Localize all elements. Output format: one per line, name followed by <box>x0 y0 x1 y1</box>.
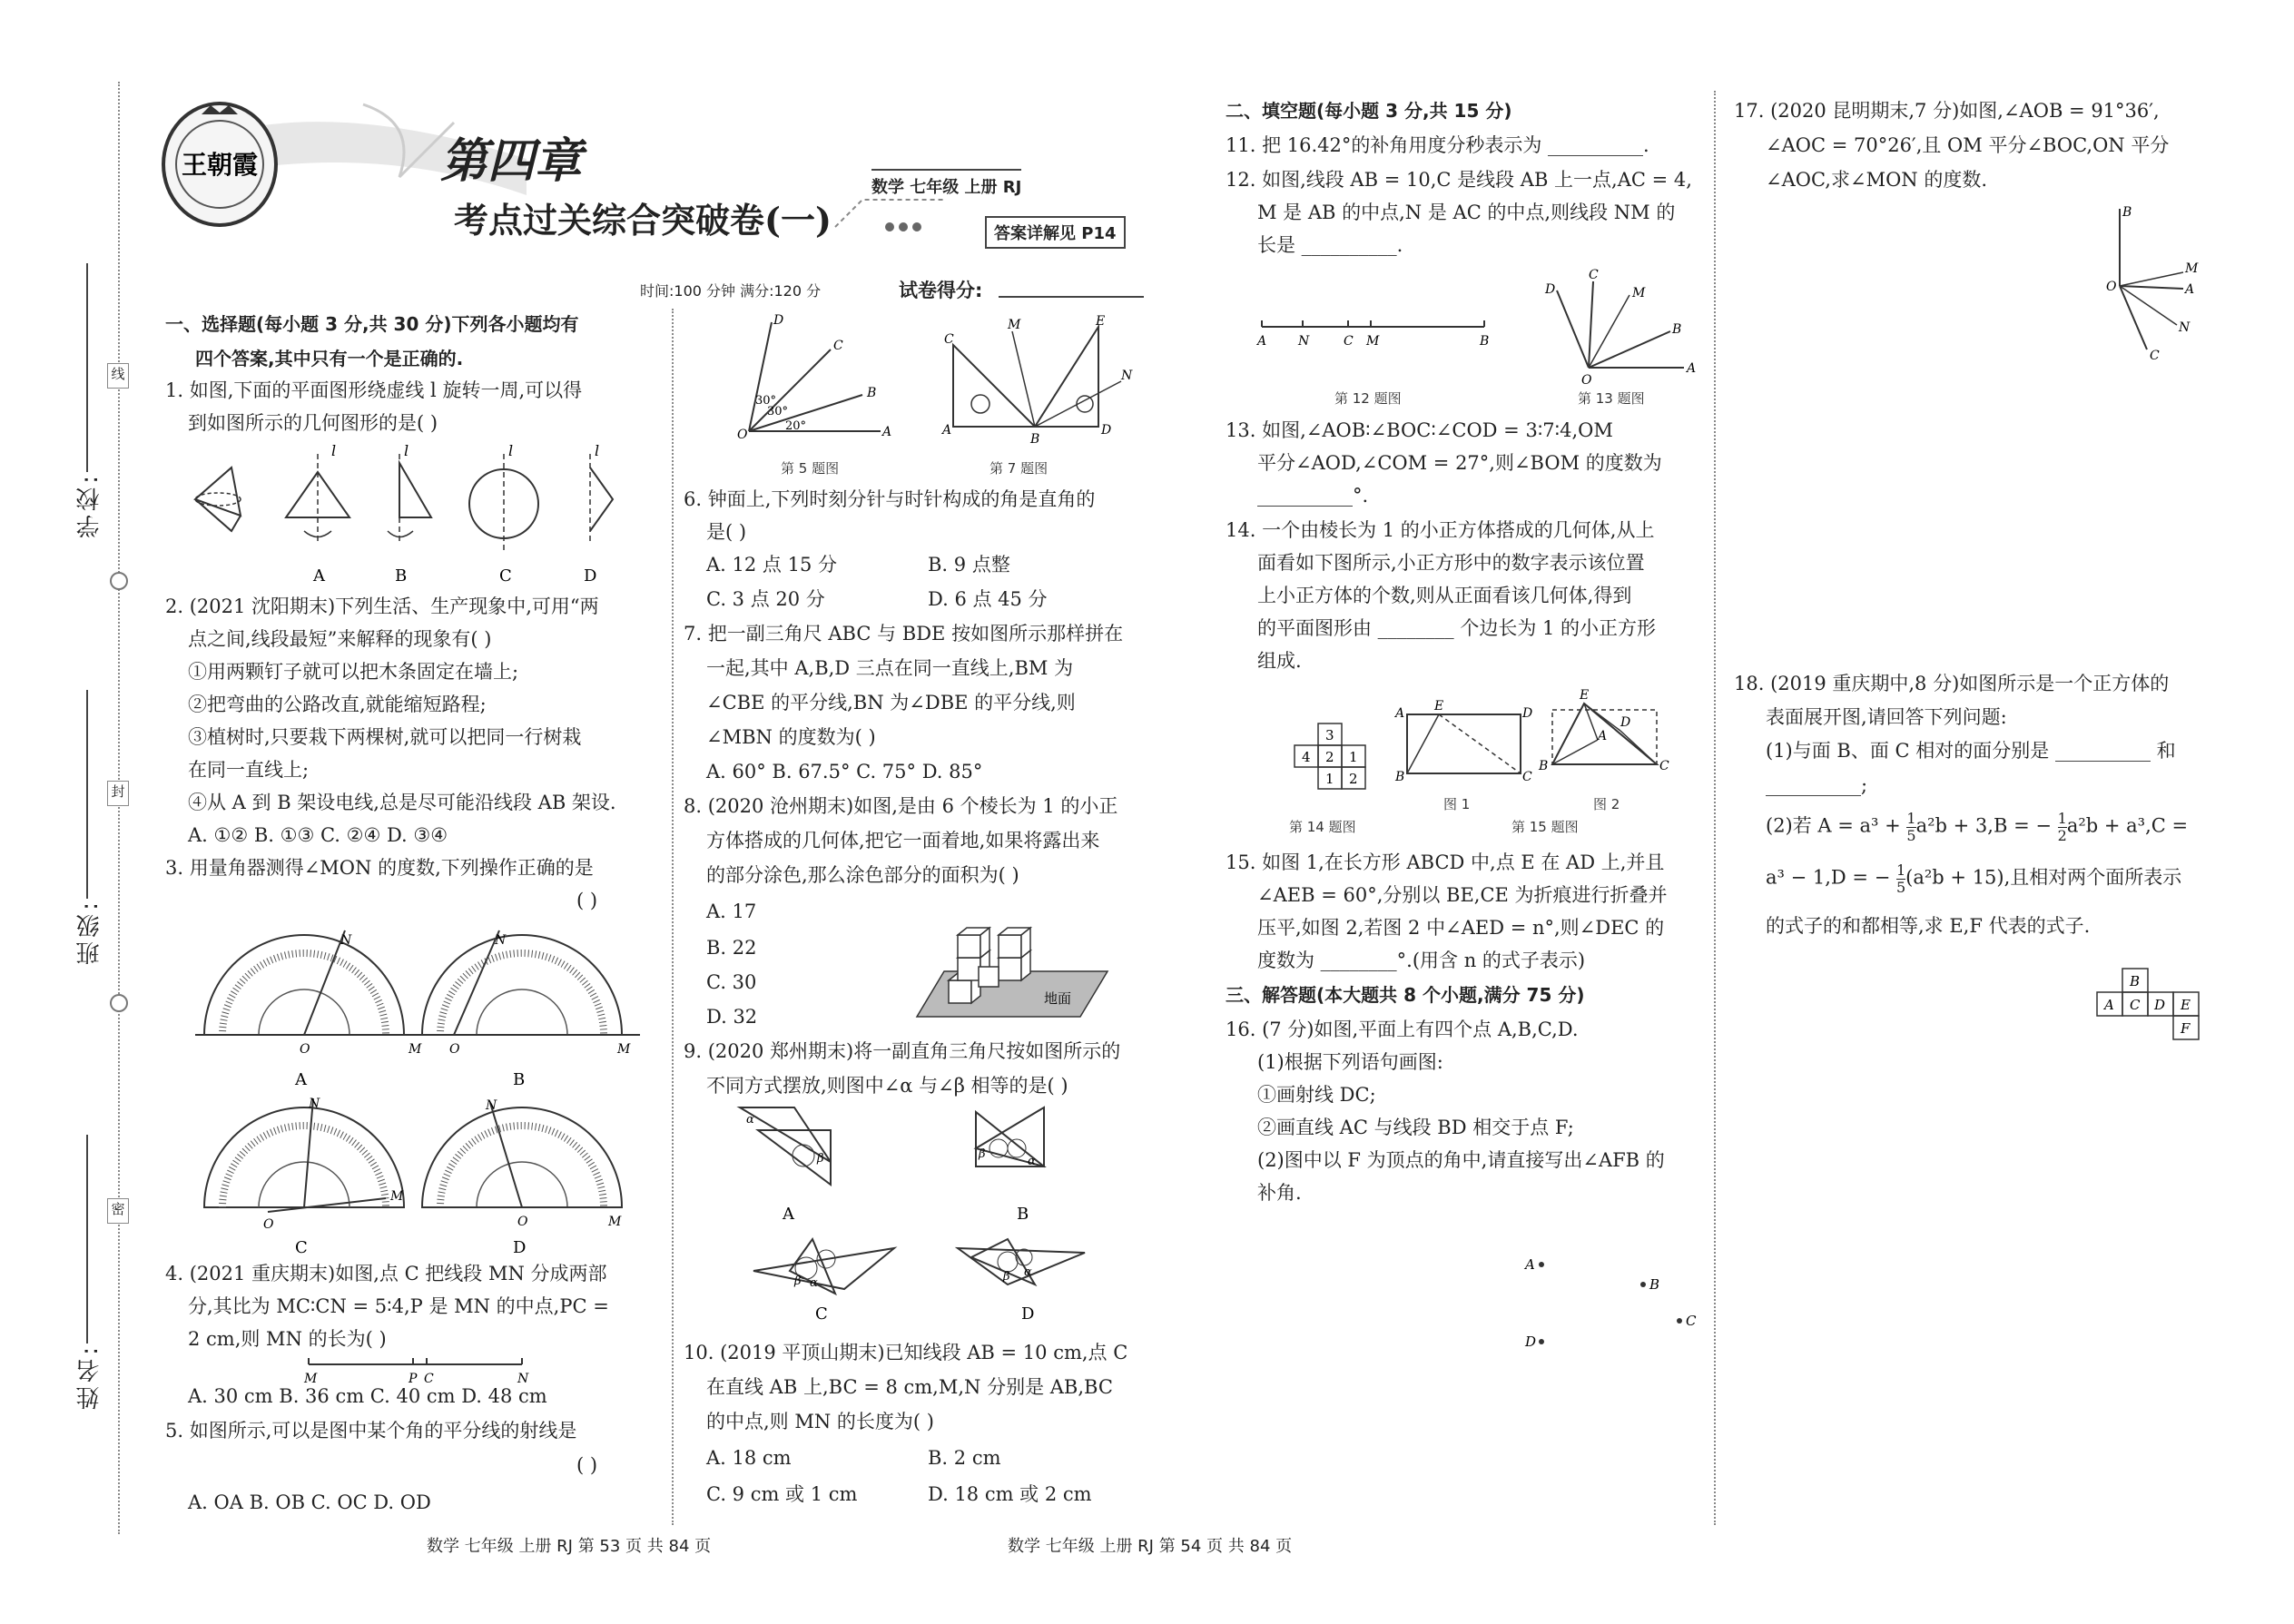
svg-text:M: M <box>617 1042 631 1057</box>
q6-opt-c: C. 3 点 20 分 <box>706 588 825 610</box>
q14-line2: 面看如下图所示,小正方形中的数字表示该位置 <box>1257 552 1645 574</box>
q10-line1: 10. (2019 平顶山期末)已知线段 AB = 10 cm,点 C <box>684 1342 1128 1363</box>
column-divider-1 <box>672 309 674 1525</box>
q8-figure <box>908 926 1117 1026</box>
q10-opt-b: B. 2 cm <box>928 1447 1001 1469</box>
svg-text:N: N <box>1121 369 1133 383</box>
q16-line4: ②画直线 AC 与线段 BD 相交于点 F; <box>1257 1117 1574 1138</box>
q14-grid <box>1289 722 1380 794</box>
svg-text:O: O <box>263 1217 274 1232</box>
q6-line2: 是( ) <box>706 521 747 543</box>
q16-line6: 补角. <box>1257 1182 1302 1204</box>
svg-text:B: B <box>867 386 877 400</box>
fig13-caption: 第 13 题图 <box>1578 390 1645 407</box>
q7-figure <box>940 314 1139 454</box>
svg-text:2: 2 <box>1349 771 1358 787</box>
q18-line3: (1)与面 B、面 C 相对的面分别是 __________ 和 <box>1766 740 2176 762</box>
q5-line2: ( ) <box>576 1454 598 1476</box>
q4-line1: 4. (2021 重庆期末)如图,点 C 把线段 MN 分成两部 <box>165 1263 607 1284</box>
svg-text:M: M <box>304 1372 318 1386</box>
q18-line6: a³ − 1,D = − $\frac{1}{5}$ (a²b + 15),且相对两个面所表示 <box>1766 861 2182 896</box>
q12-line3: 长是 __________. <box>1257 234 1403 256</box>
q7-line1: 7. 把一副三角尺 ABC 与 BDE 按如图所示那样拼在 <box>684 623 1124 645</box>
svg-text:C: C <box>424 1372 434 1386</box>
svg-text:C: C <box>2150 349 2160 363</box>
q16-line1: 16. (7 分)如图,平面上有四个点 A,B,C,D. <box>1226 1019 1579 1040</box>
svg-text:A: A <box>2185 282 2195 297</box>
svg-text:β: β <box>794 1275 802 1288</box>
q2-line2: 点之间,线段最短”来解释的现象有( ) <box>188 628 492 650</box>
q1-line2: 到如图所示的几何图形的是( ) <box>188 412 438 434</box>
q4-line2: 分,其比为 MC∶CN = 5∶4,P 是 MN 的中点,PC = <box>188 1295 609 1317</box>
q8-line1: 8. (2020 沧州期末)如图,是由 6 个棱长为 1 的小正 <box>684 795 1118 817</box>
svg-text:O: O <box>1581 373 1592 388</box>
score-blank[interactable] <box>999 296 1144 298</box>
brand-logo <box>162 102 278 227</box>
svg-text:O: O <box>2106 280 2117 294</box>
svg-text:N: N <box>340 933 352 948</box>
svg-text:A: A <box>1598 729 1608 743</box>
section1-title-1: 一、选择题(每小题 3 分,共 30 分)下列各小题均有 <box>165 313 579 335</box>
svg-text:A: A <box>2104 997 2114 1013</box>
svg-text:N: N <box>309 1097 320 1111</box>
svg-text:β: β <box>817 1152 824 1166</box>
svg-text:B: B <box>2130 973 2141 989</box>
q3-line2: ( ) <box>576 890 598 911</box>
svg-text:D: D <box>1620 715 1631 730</box>
svg-text:M: M <box>1008 318 1021 332</box>
section1-title-2: 四个答案,其中只有一个是正确的. <box>195 348 464 369</box>
svg-text:l: l <box>508 442 514 459</box>
svg-text:D: D <box>1525 1334 1537 1350</box>
svg-text:α: α <box>746 1113 754 1127</box>
q13-line3: __________°. <box>1257 485 1369 507</box>
svg-text:α: α <box>1024 1265 1032 1279</box>
q9-line2: 不同方式摆放,则图中∠α 与∠β 相等的是( ) <box>706 1075 1068 1097</box>
binding-mark-1: 线 <box>107 363 129 389</box>
svg-text:B: B <box>1030 432 1040 447</box>
q16-line5: (2)图中以 F 为顶点的角中,请直接写出∠AFB 的 <box>1257 1149 1665 1171</box>
svg-text:M: M <box>608 1215 622 1229</box>
svg-text:B: B <box>2122 205 2132 220</box>
svg-text:1: 1 <box>1325 771 1334 787</box>
svg-text:l: l <box>404 442 409 459</box>
q15-line1: 15. 如图 1,在长方形 ABCD 中,点 E 在 AD 上,并且 <box>1226 851 1665 873</box>
svg-text:D: D <box>1522 706 1533 721</box>
q1-l-label: l <box>331 442 337 459</box>
q16-line3: ①画射线 DC; <box>1257 1084 1376 1106</box>
q18-line4: __________; <box>1766 774 1868 796</box>
q4-options: A. 30 cm B. 36 cm C. 40 cm D. 48 cm <box>188 1385 547 1407</box>
fig14-caption: 第 14 题图 <box>1289 819 1356 835</box>
svg-text:D: D <box>773 313 784 328</box>
q17-line1: 17. (2020 昆明期末,7 分)如图,∠AOB = 91°36′, <box>1734 100 2160 122</box>
q1-opt-b: B <box>395 566 408 586</box>
q8-opt-d: D. 32 <box>706 1006 758 1028</box>
svg-text:20°: 20° <box>785 419 807 433</box>
q13-line2: 平分∠AOD,∠COM = 27°,则∠BOM 的度数为 <box>1257 452 1662 474</box>
q13-figure <box>1534 268 1716 386</box>
svg-text:A: A <box>882 425 892 439</box>
q15-line4: 度数为 ________°.(用含 n 的式子表示) <box>1257 950 1586 971</box>
svg-text:E: E <box>1096 314 1106 329</box>
svg-text:E: E <box>2181 997 2191 1013</box>
fig12-caption: 第 12 题图 <box>1334 390 1402 407</box>
q3-opt-c: C <box>295 1238 308 1257</box>
q6-opt-a: A. 12 点 15 分 <box>706 554 837 576</box>
svg-text:E: E <box>1580 688 1590 703</box>
q16-figure <box>1516 1253 1698 1353</box>
svg-text:α: α <box>1028 1155 1036 1168</box>
svg-text:N: N <box>2179 320 2191 335</box>
time-score: 时间:100 分钟 满分:120 分 <box>640 282 822 300</box>
q3-opt-a: A <box>295 1070 307 1089</box>
q17-line2: ∠AOC = 70°26′,且 OM 平分∠BOC,ON 平分 <box>1766 134 2170 156</box>
q1-figure <box>177 442 649 590</box>
q1-opt-a: A <box>313 566 325 586</box>
q17-figure <box>2097 200 2206 363</box>
svg-text:2: 2 <box>1325 749 1334 765</box>
svg-text:N: N <box>1298 334 1310 349</box>
svg-text:30°: 30° <box>767 405 789 418</box>
svg-text:王朝霞: 王朝霞 <box>181 150 259 180</box>
q12-line1: 12. 如图,线段 AB = 10,C 是线段 AB 上一点,AC = 4, <box>1226 169 1692 191</box>
q2-line5: ③植树时,只要栽下两棵树,就可以把同一行树栽 <box>188 726 582 748</box>
svg-text:B: B <box>1672 322 1682 337</box>
svg-text:C: C <box>2130 997 2141 1013</box>
q12-figure <box>1257 313 1493 359</box>
svg-text:l: l <box>595 442 600 459</box>
q18-line1: 18. (2019 重庆期中,8 分)如图所示是一个正方体的 <box>1734 673 2170 694</box>
q6-opt-d: D. 6 点 45 分 <box>928 588 1048 610</box>
svg-text:β: β <box>1003 1270 1010 1284</box>
q9-figure <box>735 1103 1098 1324</box>
footer-left: 数学 七年级 上册 RJ 第 53 页 共 84 页 <box>427 1537 712 1556</box>
svg-text:O: O <box>517 1215 528 1229</box>
q2-line3: ①用两颗钉子就可以把木条固定在墙上; <box>188 661 519 683</box>
svg-text:C: C <box>1686 1313 1697 1329</box>
q1-opt-c: C <box>499 566 512 586</box>
svg-text:M: M <box>390 1189 404 1204</box>
svg-text:C: C <box>944 332 954 347</box>
svg-text:C: C <box>815 1304 828 1324</box>
school-label: 学校: <box>76 472 103 538</box>
ground-label: 地面 <box>1044 990 1072 1007</box>
section3-title: 三、解答题(本大题共 8 个小题,满分 75 分) <box>1226 984 1585 1006</box>
answer-ref: 答案详解见 P14 <box>985 216 1126 249</box>
svg-text:F: F <box>2181 1020 2191 1037</box>
q7-line2: 一起,其中 A,B,D 三点在同一直线上,BM 为 <box>706 657 1074 679</box>
svg-text:β: β <box>979 1147 986 1161</box>
svg-text:M: M <box>409 1042 422 1057</box>
svg-text:A: A <box>942 423 952 438</box>
binding-hole-2 <box>110 994 128 1012</box>
q2-line4: ②把弯曲的公路改直,就能缩短路程; <box>188 694 487 715</box>
q10-opt-c: C. 9 cm 或 1 cm <box>706 1483 858 1505</box>
q16-line2: (1)根据下列语句画图: <box>1257 1051 1443 1073</box>
svg-text:D: D <box>1545 282 1556 297</box>
q15-line2: ∠AEB = 60°,分别以 BE,CE 为折痕进行折叠并 <box>1257 884 1668 906</box>
svg-text:1: 1 <box>1349 749 1358 765</box>
svg-text:M: M <box>1632 286 1646 300</box>
svg-text:A: A <box>1395 706 1405 721</box>
svg-text:C: C <box>1659 759 1669 773</box>
q9-line1: 9. (2020 郑州期末)将一副直角三角尺按如图所示的 <box>684 1040 1121 1062</box>
footer-right: 数学 七年级 上册 RJ 第 54 页 共 84 页 <box>1008 1537 1293 1556</box>
q14-line5: 组成. <box>1257 650 1302 672</box>
svg-text:C: C <box>1344 334 1354 349</box>
q2-line7: ④从 A 到 B 架设电线,总是尽可能沿线段 AB 架设. <box>188 792 616 813</box>
q3-opt-b: B <box>513 1070 526 1089</box>
svg-text:P: P <box>409 1372 418 1386</box>
class-line <box>86 690 88 899</box>
q6-opt-b: B. 9 点整 <box>928 554 1010 576</box>
q4-line3: 2 cm,则 MN 的长为( ) <box>188 1328 387 1350</box>
subject-tag: 数学 七年级 上册 RJ <box>871 169 1021 198</box>
binding-hole-1 <box>110 572 128 590</box>
q6-line1: 6. 钟面上,下列时刻分针与时针构成的角是直角的 <box>684 488 1096 510</box>
q1-opt-d: D <box>584 566 597 586</box>
svg-text:E: E <box>1434 699 1444 714</box>
binding-mark-2: 封 <box>107 781 129 806</box>
svg-text:A: A <box>783 1205 794 1224</box>
q10-line3: 的中点,则 MN 的长度为( ) <box>706 1411 934 1432</box>
svg-text:B: B <box>1649 1276 1660 1293</box>
svg-text:O: O <box>737 428 748 442</box>
svg-text:B: B <box>1539 759 1549 773</box>
score-label: 试卷得分: <box>899 280 983 301</box>
svg-text:C: C <box>833 339 843 353</box>
name-line <box>86 1135 88 1343</box>
svg-text:O: O <box>449 1042 460 1057</box>
svg-text:B: B <box>1017 1205 1029 1224</box>
fig15-caption1: 图 1 <box>1443 796 1471 812</box>
q3-opt-d: D <box>513 1238 527 1257</box>
svg-text:B: B <box>1395 770 1405 784</box>
svg-text:C: C <box>1589 268 1599 282</box>
q18-line5: (2)若 A = a³ + $\frac{1}{5}$ a²b + 3,B = − $\frac{1}{2}$ a²b + a³,C = <box>1766 810 2189 844</box>
q17-line3: ∠AOC,求∠MON 的度数. <box>1766 169 1988 191</box>
svg-text:D: D <box>2154 997 2166 1013</box>
q1-line1: 1. 如图,下面的平面图形绕虚线 l 旋转一周,可以得 <box>165 379 583 401</box>
q11-line1: 11. 把 16.42°的补角用度分秒表示为 __________. <box>1226 134 1649 156</box>
q8-line2: 方体搭成的几何体,把它一面着地,如果将露出来 <box>706 830 1100 851</box>
paper-title: 考点过关综合突破卷(一) <box>454 200 832 241</box>
q18-line7: 的式子的和都相等,求 E,F 代表的式子. <box>1766 915 2091 937</box>
q13-line1: 13. 如图,∠AOB∶∠BOC∶∠COD = 3∶7∶4,OM <box>1226 419 1613 441</box>
q5-options: A. OA B. OB C. OC D. OD <box>188 1491 431 1513</box>
chapter-title: 第四章 <box>440 133 583 189</box>
q10-line2: 在直线 AB 上,BC = 8 cm,M,N 分别是 AB,BC <box>706 1376 1113 1398</box>
svg-text:A: A <box>1525 1256 1535 1273</box>
fig7-caption: 第 7 题图 <box>989 460 1049 477</box>
q2-line6: 在同一直线上; <box>188 759 310 781</box>
svg-text:M: M <box>1366 334 1380 349</box>
section2-title: 二、填空题(每小题 3 分,共 15 分) <box>1226 100 1512 122</box>
fig15-caption2: 图 2 <box>1593 796 1620 812</box>
fig5-caption: 第 5 题图 <box>781 460 840 477</box>
svg-text:N: N <box>495 933 507 948</box>
binding-line <box>118 82 120 1534</box>
q10-opt-d: D. 18 cm 或 2 cm <box>928 1483 1092 1505</box>
fig15-figure2 <box>1534 690 1670 772</box>
q5-line1: 5. 如图所示,可以是图中某个角的平分线的射线是 <box>165 1420 577 1442</box>
school-line <box>86 263 88 472</box>
q2-line1: 2. (2021 沈阳期末)下列生活、生产现象中,可用“两 <box>165 595 599 617</box>
q8-opt-c: C. 30 <box>706 971 757 993</box>
class-label: 班级: <box>76 899 103 965</box>
q7-line3: ∠CBE 的平分线,BN 为∠DBE 的平分线,则 <box>706 692 1076 714</box>
q18-net-figure <box>2088 967 2224 1058</box>
q5-figure <box>726 313 908 458</box>
binding-mark-3: 密 <box>107 1198 129 1224</box>
header-ornament <box>835 191 944 236</box>
q2-options: A. ①② B. ①③ C. ②④ D. ③④ <box>188 824 448 846</box>
q8-line3: 的部分涂色,那么涂色部分的面积为( ) <box>706 864 1019 886</box>
svg-text:A: A <box>1687 361 1697 376</box>
q7-line4: ∠MBN 的度数为( ) <box>706 726 876 748</box>
q8-opt-a: A. 17 <box>706 901 757 922</box>
svg-text:D: D <box>1101 423 1112 438</box>
svg-text:30°: 30° <box>755 394 777 408</box>
fig15-figure1 <box>1393 699 1533 784</box>
q8-opt-b: B. 22 <box>706 937 757 959</box>
q7-options: A. 60° B. 67.5° C. 75° D. 85° <box>706 761 983 782</box>
q3-figure <box>172 926 681 1262</box>
svg-text:4: 4 <box>1302 749 1311 765</box>
q12-line2: M 是 AB 的中点,N 是 AC 的中点,则线段 NM 的 <box>1257 202 1676 223</box>
svg-text:N: N <box>517 1372 529 1386</box>
name-label: 姓名: <box>76 1343 103 1410</box>
q18-line2: 表面展开图,请回答下列问题: <box>1766 706 2007 728</box>
fig15-caption: 第 15 题图 <box>1511 819 1579 835</box>
q14-line4: 的平面图形由 ________ 个边长为 1 的小正方形 <box>1257 617 1657 639</box>
svg-text:D: D <box>1021 1304 1035 1324</box>
q3-line1: 3. 用量角器测得∠MON 的度数,下列操作正确的是 <box>165 857 594 879</box>
svg-text:N: N <box>486 1098 497 1113</box>
svg-text:B: B <box>1480 334 1490 349</box>
svg-text:A: A <box>1257 334 1267 349</box>
svg-text:O: O <box>300 1042 310 1057</box>
q10-opt-a: A. 18 cm <box>706 1447 792 1469</box>
q14-line3: 上小正方体的个数,则从正面看该几何体,得到 <box>1257 585 1632 606</box>
svg-text:α: α <box>810 1276 818 1290</box>
q14-line1: 14. 一个由棱长为 1 的小正方体搭成的几何体,从上 <box>1226 519 1655 541</box>
svg-text:3: 3 <box>1325 727 1334 743</box>
svg-text:C: C <box>1522 770 1532 784</box>
svg-text:M: M <box>2185 261 2199 276</box>
q15-line3: 压平,如图 2,若图 2 中∠AED = n°,则∠DEC 的 <box>1257 917 1665 939</box>
